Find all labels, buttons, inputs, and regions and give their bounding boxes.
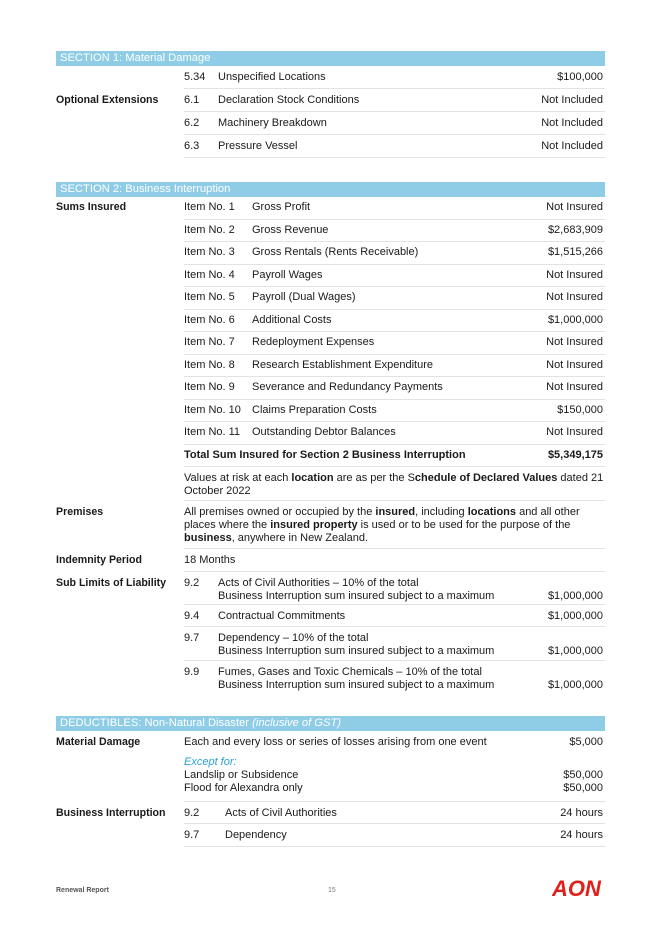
item-number: Item No. 6	[184, 313, 235, 326]
sublimit-line-1: Fumes, Gases and Toxic Chemicals – 10% of the total	[218, 666, 482, 678]
sublimit-line-2: Business Interruption sum insured subject to a maximum	[218, 679, 495, 691]
sub-limits-label: Sub Limits of Liability	[56, 577, 167, 589]
sublimit-line-1: Contractual Commitments	[218, 610, 346, 622]
table-row	[56, 220, 605, 243]
sublimit-line-2: Business Interruption sum insured subject to a maximum	[218, 590, 495, 602]
item-value: $1,515,266	[547, 246, 603, 258]
item-value: Not Insured	[546, 426, 603, 438]
table-row	[56, 89, 605, 112]
sublimit-line-1: Dependency – 10% of the total	[218, 632, 369, 644]
item-value: $1,000,000	[547, 610, 603, 622]
except-for-label: Except for:	[184, 756, 237, 768]
indemnity-label: Indemnity Period	[56, 554, 142, 566]
item-description: Redeployment Expenses	[252, 336, 375, 348]
item-number: Item No. 8	[184, 358, 235, 371]
item-description: Outstanding Debtor Balances	[252, 426, 396, 438]
row-label	[56, 112, 184, 135]
row-label	[56, 66, 184, 89]
item-value: $1,000,000	[547, 679, 603, 691]
table-row	[56, 332, 605, 355]
item-number: 9.4	[184, 610, 200, 622]
table-row	[56, 242, 605, 265]
total-row	[56, 445, 605, 468]
item-value: $1,000,000	[547, 313, 603, 326]
section-1-header: SECTION 1: Material Damage	[56, 51, 605, 66]
aon-logo	[552, 876, 606, 903]
except-item: Flood for Alexandra only	[184, 782, 303, 794]
row-label	[56, 135, 184, 158]
sublimit-row	[56, 605, 605, 627]
table-row	[56, 197, 605, 220]
item-value: $2,683,909	[547, 223, 603, 236]
item-value: $150,000	[557, 403, 603, 416]
item-number: 5.34	[184, 71, 206, 83]
item-number: Item No. 9	[184, 381, 235, 393]
item-description: Unspecified Locations	[218, 71, 326, 83]
aon-logo-text: AON	[552, 876, 601, 900]
item-description: Additional Costs	[252, 313, 332, 326]
item-description: Gross Revenue	[252, 223, 329, 236]
item-description: Gross Rentals (Rents Receivable)	[252, 246, 419, 258]
item-number: Item No. 1	[184, 201, 235, 213]
item-number: Item No. 3	[184, 246, 235, 258]
item-number: 9.7	[184, 632, 200, 644]
item-value: $1,000,000	[547, 590, 603, 602]
item-number: Item No. 11	[184, 426, 241, 438]
item-description: Severance and Redundancy Payments	[252, 381, 443, 393]
item-description: Dependency	[225, 829, 287, 841]
except-row	[56, 753, 605, 802]
item-description: Declaration Stock Conditions	[218, 94, 360, 106]
values-note: Values at risk at each location are as per the Schedule of Declared Values dated 21 October 2022	[184, 467, 605, 501]
item-description: Payroll (Dual Wages)	[252, 291, 356, 303]
item-description: Payroll Wages	[252, 268, 323, 281]
material-damage-label: Material Damage	[56, 736, 141, 748]
except-value: $50,000	[563, 769, 603, 781]
item-number: Item No. 10	[184, 403, 241, 416]
item-number: 6.3	[184, 140, 200, 152]
item-description: Research Establishment Expenditure	[252, 358, 433, 371]
except-item: Landslip or Subsidence	[184, 769, 299, 781]
item-number: 6.1	[184, 94, 200, 106]
deductible-description: Each and every loss or series of losses arising from one event	[184, 736, 487, 748]
table-row	[56, 112, 605, 135]
deductible-value: $5,000	[569, 736, 603, 748]
sums-insured-label: Sums Insured	[56, 201, 127, 213]
item-number: 9.9	[184, 666, 200, 678]
item-value: $1,000,000	[547, 645, 603, 657]
section-2-table	[56, 197, 605, 695]
item-number: 6.2	[184, 117, 200, 129]
section-1-table	[56, 66, 605, 158]
premises-label: Premises	[56, 506, 104, 518]
table-row	[56, 422, 605, 445]
item-value: Not Insured	[546, 381, 603, 393]
sublimit-row	[56, 661, 605, 695]
table-row	[56, 287, 605, 310]
table-row	[56, 265, 605, 288]
item-number: 9.2	[184, 807, 200, 819]
item-number: Item No. 7	[184, 336, 235, 348]
section-2-header: SECTION 2: Business Interruption	[56, 182, 605, 197]
item-number: Item No. 5	[184, 291, 235, 303]
total-value: $5,349,175	[547, 448, 603, 461]
item-description: Acts of Civil Authorities	[225, 807, 337, 819]
table-row	[56, 135, 605, 158]
item-value: Not Included	[541, 117, 603, 129]
item-value: Not Insured	[546, 336, 603, 348]
item-number: 9.7	[184, 829, 200, 841]
item-number: Item No. 4	[184, 268, 235, 281]
deductibles-header: DEDUCTIBLES: Non-Natural Disaster (inclusive of GST)	[56, 716, 605, 731]
item-value: 24 hours	[560, 829, 603, 841]
table-row	[56, 802, 605, 824]
indemnity-row	[56, 549, 605, 572]
sublimit-line-2: Business Interruption sum insured subject to a maximum	[218, 645, 495, 657]
table-row	[56, 310, 605, 333]
table-row	[56, 377, 605, 400]
sublimit-row	[56, 572, 605, 605]
item-description: Machinery Breakdown	[218, 117, 327, 129]
except-value: $50,000	[563, 782, 603, 794]
sublimit-row	[56, 627, 605, 661]
indemnity-value: 18 Months	[184, 554, 236, 566]
item-description: Gross Profit	[252, 201, 311, 213]
optional-extensions-label: Optional Extensions	[56, 94, 159, 106]
total-label: Total Sum Insured for Section 2 Business Interruption	[184, 448, 466, 461]
page-number: 15	[328, 887, 336, 894]
premises-row	[56, 501, 605, 549]
item-number: 9.2	[184, 577, 200, 589]
table-row	[56, 400, 605, 423]
deductibles-table	[56, 731, 605, 847]
item-value: Not Included	[541, 94, 603, 106]
item-value: Not Insured	[546, 358, 603, 371]
footer-report-name: Renewal Report	[56, 887, 109, 894]
business-interruption-label: Business Interruption	[56, 807, 166, 819]
sublimit-line-1: Acts of Civil Authorities – 10% of the total	[218, 577, 419, 589]
item-value: Not Insured	[546, 201, 603, 213]
table-row	[56, 824, 605, 847]
item-value: Not Included	[541, 140, 603, 152]
item-number: Item No. 2	[184, 223, 235, 236]
item-value: $100,000	[557, 71, 603, 83]
item-description: Pressure Vessel	[218, 140, 298, 152]
document-body	[56, 51, 605, 847]
item-value: 24 hours	[560, 807, 603, 819]
values-note-row	[56, 467, 605, 501]
item-value: Not Insured	[546, 291, 603, 303]
table-row	[56, 355, 605, 378]
premises-text: All premises owned or occupied by the insured, including locations and all other places where the insured property is used or to be used for the purpose of the business, anywhere in New Zealand.	[184, 501, 605, 549]
table-row	[56, 731, 605, 753]
item-value: Not Insured	[546, 268, 603, 281]
item-description: Claims Preparation Costs	[252, 403, 377, 416]
table-row	[56, 66, 605, 89]
